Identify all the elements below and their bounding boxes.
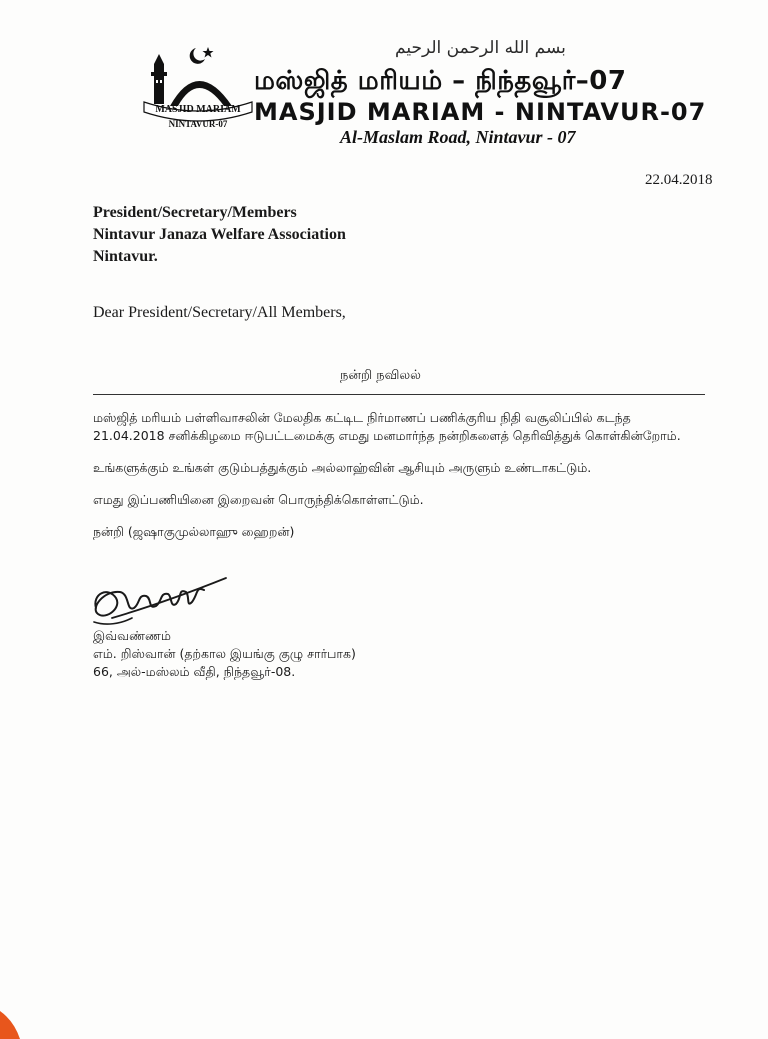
logo-text-top: MASJID MARIAM (155, 104, 241, 115)
corner-scan-artifact (0, 1005, 24, 1039)
body-paragraph-3: எமது இப்பணியினை இறைவன் பொருந்திக்கொள்ளட்டும். (93, 492, 424, 507)
body-paragraph-2: உங்களுக்கும் உங்கள் குடும்பத்துக்கும் அல்லாஹ்வின் ஆசியும் அருளும் உண்டாகட்டும். (93, 460, 592, 475)
closing-line-2: எம். றிஸ்வான் (தற்கால இயங்கு குழு சார்பாக) (93, 646, 356, 661)
letterhead-title-english: MASJID MARIAM - NINTAVUR-07 (254, 98, 707, 126)
divider (93, 394, 705, 395)
body-paragraph-4: நன்றி (ஜஷாகுமுல்லாஹு ஹைறன்) (93, 524, 295, 539)
letter-date: 22.04.2018 (645, 172, 713, 188)
recipient-line-2: Nintavur Janaza Welfare Association (93, 226, 346, 243)
letterhead-title-tamil: மஸ்ஜித் மரியம் – நிந்தவூர்–07 (254, 66, 627, 96)
letterhead-address: Al-Maslam Road, Nintavur - 07 (340, 127, 576, 147)
body-paragraph-1-line-1: மஸ்ஜித் மரியம் பள்ளிவாசலின் மேலதிக கட்டிட நிர்மாணப் பணிக்குரிய நிதி வசூலிப்பில் கடந்த (93, 410, 631, 425)
salutation: Dear President/Secretary/All Members, (93, 304, 346, 321)
logo-text-bottom: NINTAVUR-07 (168, 119, 228, 129)
closing-line-3: 66, அல்-மஸ்லம் வீதி, நிந்தவூர்-08. (93, 664, 296, 679)
mosque-logo (140, 42, 256, 134)
bismillah-calligraphy: بسم الله الرحمن الرحيم (395, 38, 566, 58)
closing-line-1: இவ்வண்ணம் (93, 628, 171, 643)
subject-line: நன்றி நவிலல் (340, 368, 421, 383)
body-paragraph-1-line-2: 21.04.2018 சனிக்கிழமை ஈடுபட்டமைக்கு எமது மனமார்ந்த நன்றிகளைத் தெரிவித்துக் கொள்கின்றோம். (93, 428, 681, 443)
recipient-line-1: President/Secretary/Members (93, 204, 297, 221)
recipient-line-3: Nintavur. (93, 248, 158, 265)
handwritten-signature (86, 568, 236, 630)
